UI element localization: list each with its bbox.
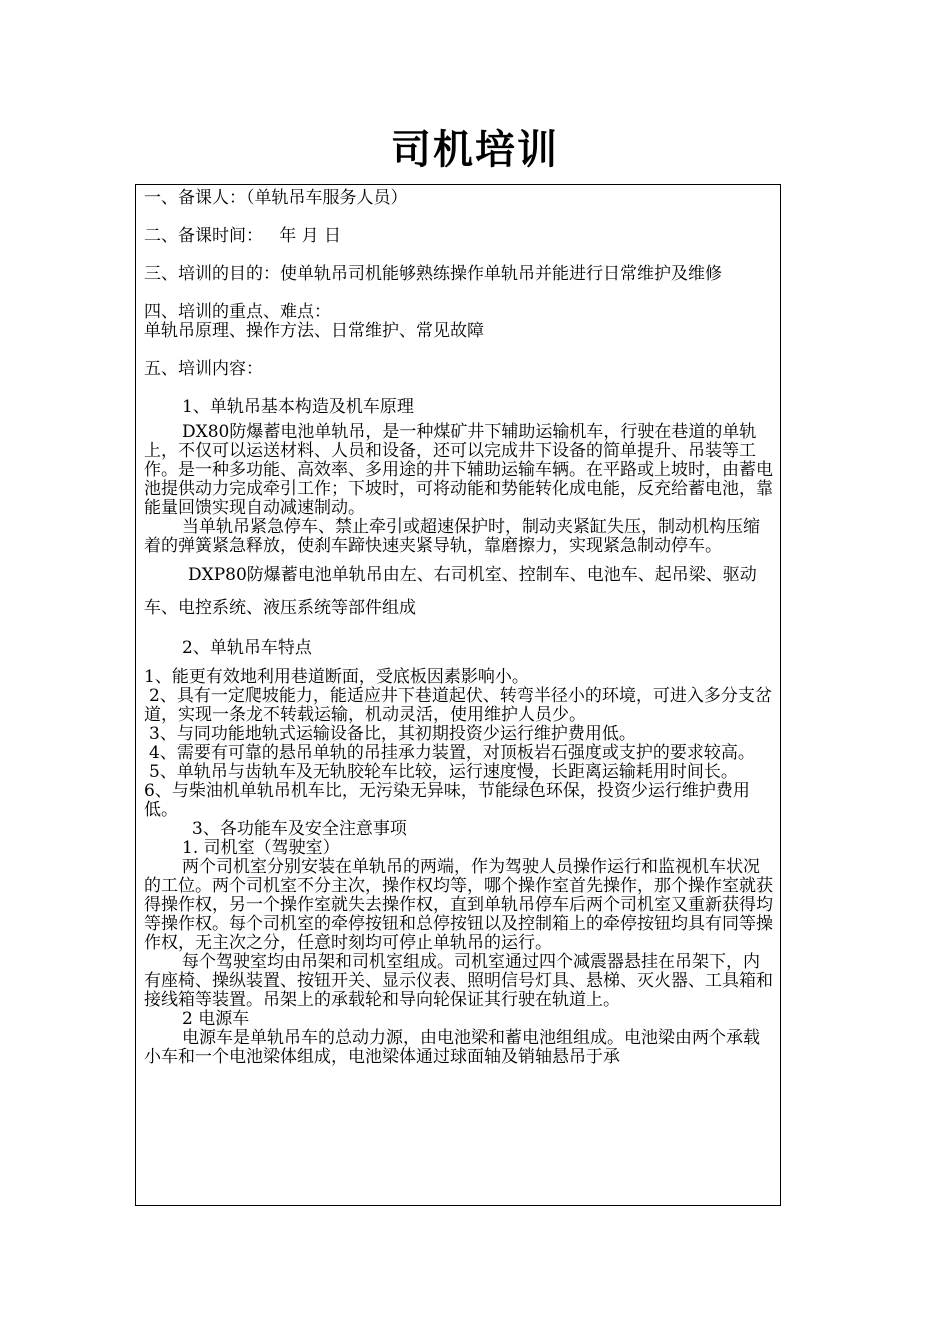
page-title: 司机培训 bbox=[391, 127, 559, 173]
paragraph: 每个驾驶室均由吊架和司机室组成。司机室通过四个减震器悬挂在吊架下，内有座椅、操纵装置、按钮开关、显示仪表、照明信号灯具、悬梯、灭火器、工具箱和接线箱等装置。吊架上的承载轮和导向轮保证其行驶在轨道上。 bbox=[144, 952, 773, 1010]
section-heading: 2、单轨吊车特点 bbox=[182, 638, 312, 658]
list-item: 5、单轨吊与齿轨车及无轨胶轮车比较，运行速度慢，长距离运输耗用时间长。 bbox=[149, 762, 738, 782]
key-points: 单轨吊原理、操作方法、日常维护、常见故障 bbox=[144, 321, 484, 341]
section-heading: 1、单轨吊基本构造及机车原理 bbox=[182, 397, 414, 417]
paragraph: 当单轨吊紧急停车、禁止牵引或超速保护时，制动夹紧缸失压，制动机构压缩着的弹簧紧急释放，使刹车蹄快速夹紧导轨，靠磨擦力，实现紧急制动停车。 bbox=[144, 517, 760, 556]
prep-time-line: 二、备课时间： 年 月 日 bbox=[144, 226, 342, 246]
subsection-heading: 2 电源车 bbox=[182, 1009, 250, 1029]
training-content bbox=[144, 189, 774, 1067]
list-item: 4、需要有可靠的悬吊单轨的吊挂承力装置，对顶板岩石强度或支护的要求较高。 bbox=[149, 743, 755, 763]
section-heading: 3、各功能车及安全注意事项 bbox=[192, 819, 407, 839]
paragraph: DX80防爆蓄电池单轨吊，是一种煤矿井下辅助运输机车，行驶在巷道的单轨上，不仅可以运送材料、人员和设备，还可以完成井下设备的简单提升、吊装等工作。是一种多功能、高效率、多用途的井下辅助运输车辆。在平路或上坡时，由蓄电池提供动力完成牵引工作；下坡时，可将动能和势能转化成电能，反充给蓄电池，靠能量回馈实现自动减速制动。 bbox=[144, 422, 773, 518]
purpose-line: 三、培训的目的：使单轨吊司机能够熟练操作单轨吊并能进行日常维护及维修 bbox=[144, 264, 722, 284]
list-item: 6、与柴油机单轨吊机车比，无污染无异味，节能绿色环保，投资少运行维护费用低。 bbox=[144, 781, 750, 820]
list-item: 2、具有一定爬坡能力，能适应井下巷道起伏、转弯半径小的环境，可进入多分支岔道，实现一条龙不转载运输，机动灵活，使用维护人员少。 bbox=[144, 686, 772, 725]
paragraph: DXP80防爆蓄电池单轨吊由左、右司机室、控制车、电池车、起吊梁、驱动车、电控系统、液压系统等部件组成 bbox=[144, 565, 757, 618]
list-item: 3、与同功能地轨式运输设备比，其初期投资少运行维护费用低。 bbox=[149, 724, 636, 744]
paragraph: 电源车是单轨吊车的总动力源，由电池梁和蓄电池组组成。电池梁由两个承载小车和一个电池梁体组成，电池梁体通过球面轴及销轴悬吊于承 bbox=[144, 1028, 760, 1067]
list-item: 1、能更有效地利用巷道断面，受底板因素影响小。 bbox=[144, 667, 529, 687]
training-content-box bbox=[135, 184, 781, 1206]
preparer-line: 一、备课人：（单轨吊车服务人员） bbox=[144, 188, 408, 208]
subsection-heading: 1. 司机室（驾驶室） bbox=[182, 838, 340, 858]
content-label: 五、培训内容： bbox=[144, 359, 263, 379]
key-points-label: 四、培训的重点、难点： bbox=[144, 302, 331, 322]
paragraph: 两个司机室分别安装在单轨吊的两端，作为驾驶人员操作运行和监视机车状况的工位。两个司机室不分主次，操作权均等，哪个操作室首先操作，那个操作室就获得操作权，另一个操作室就失去操作权，直到单轨吊停车后两个司机室又重新获得均等操作权。每个司机室的牵停按钮和总停按钮以及控制箱上的牵停按钮均具有同等操作权，无主次之分，任意时刻均可停止单轨吊的运行。 bbox=[144, 857, 773, 953]
